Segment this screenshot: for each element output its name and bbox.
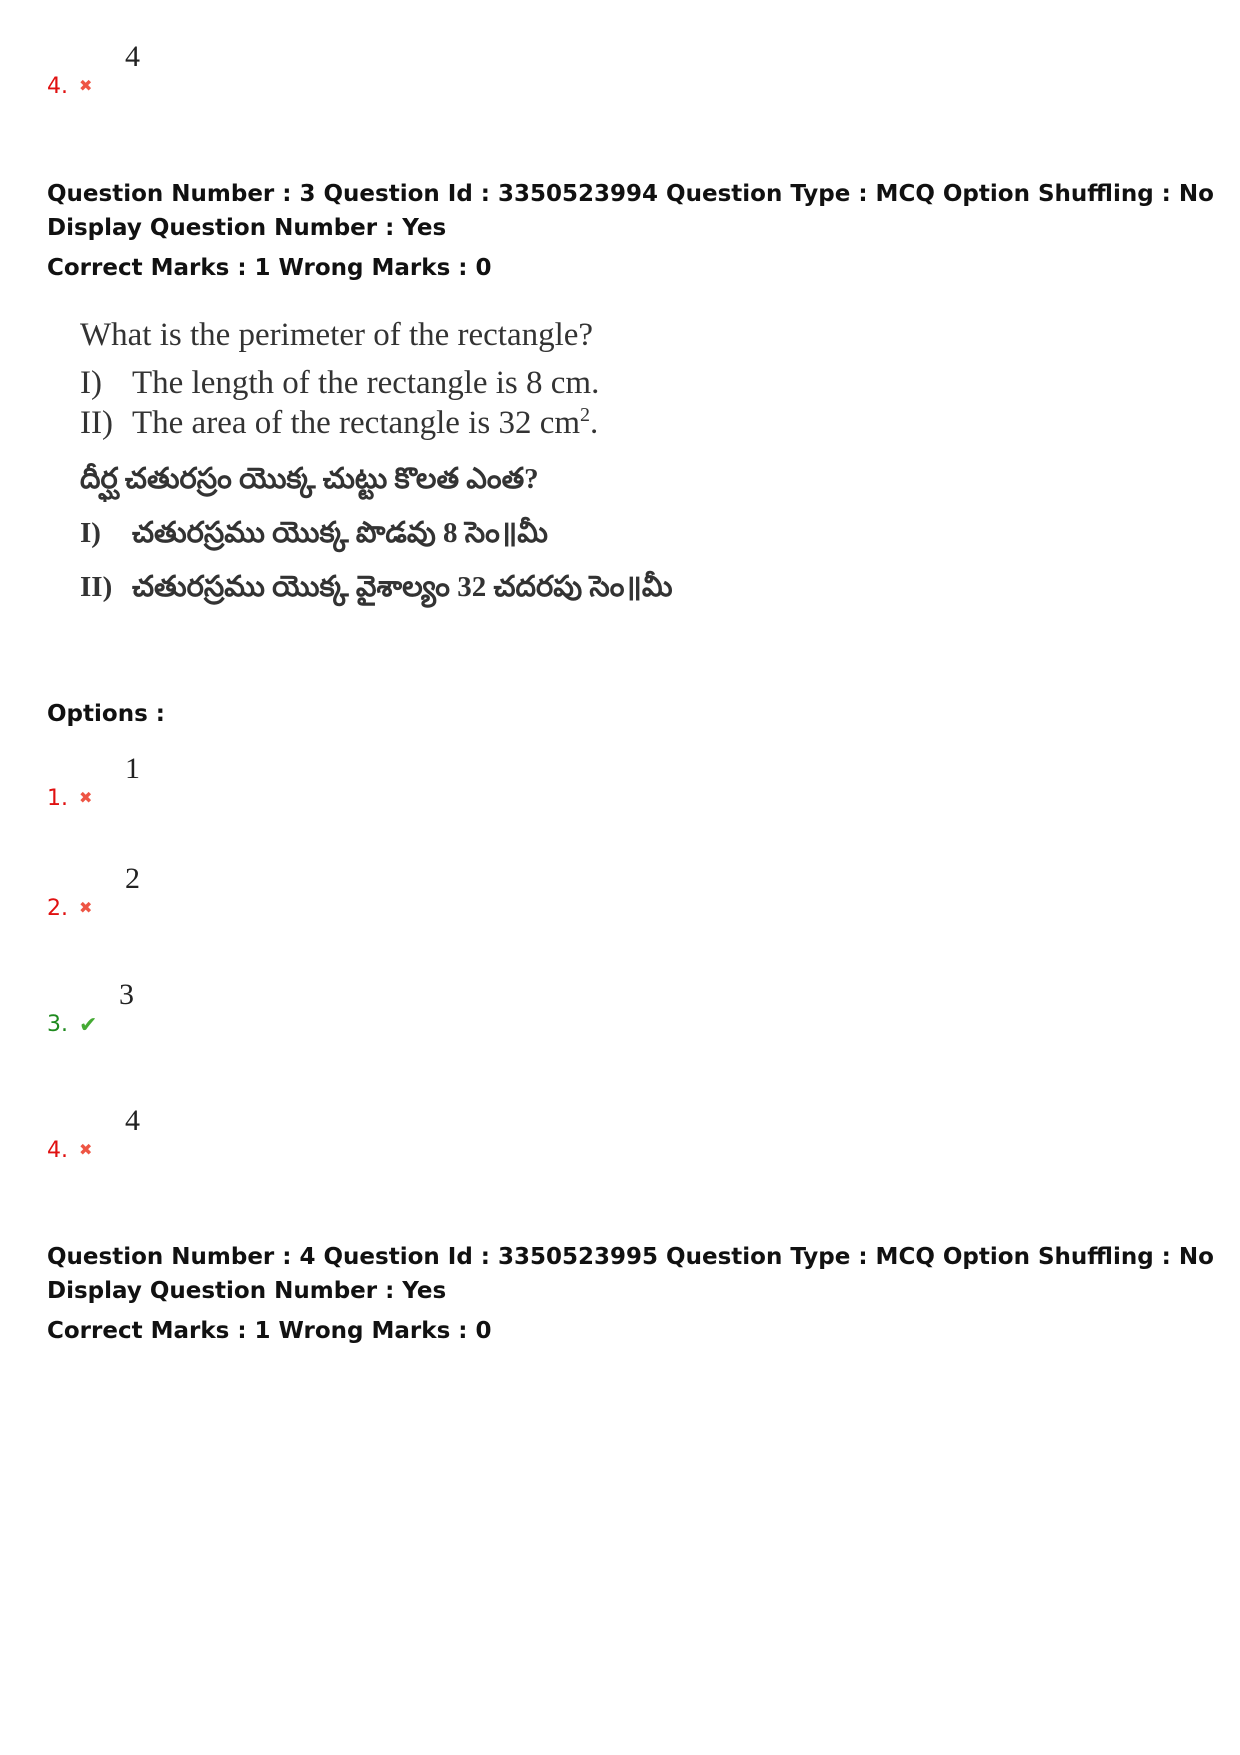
question-text-te: దీర్ఘ చతురస్రం యొక్క చుట్టు కొలత ఎంత? — [80, 463, 539, 495]
q3-meta-line2: Display Question Number : Yes — [47, 215, 447, 241]
statement-prefix: II) — [80, 571, 113, 603]
statement-text: చతురస్రము యొక్క పొడవు 8 సెం॥మీ — [132, 517, 548, 549]
statement-prefix: I) — [80, 517, 101, 549]
option-value: 4 — [125, 40, 140, 73]
q3-meta-line3: Correct Marks : 1 Wrong Marks : 0 — [47, 255, 492, 281]
option-2 — [47, 862, 347, 922]
cross-icon: ✖ — [79, 76, 93, 95]
option-value: 3 — [119, 978, 134, 1011]
options-label: Options : — [47, 701, 165, 727]
statement-end: . — [590, 405, 599, 441]
q4-meta-line3: Correct Marks : 1 Wrong Marks : 0 — [47, 1318, 492, 1344]
option-1 — [47, 752, 347, 812]
superscript: 2 — [580, 404, 591, 426]
prev-option-4 — [47, 40, 347, 100]
statement-prefix: II) — [80, 405, 113, 441]
q4-meta-line1: Question Number : 4 Question Id : 3350523995 Question Type : MCQ Option Shuffling : No — [47, 1244, 1214, 1270]
statement-2-en — [80, 403, 780, 443]
q3-question-body — [80, 315, 780, 607]
option-number: 3. — [47, 1012, 68, 1037]
option-number: 2. — [47, 896, 68, 921]
statement-text: The length of the rectangle is 8 cm. — [132, 365, 600, 401]
cross-icon: ✖ — [79, 1140, 93, 1159]
option-number: 4. — [47, 74, 68, 99]
statement-prefix: I) — [80, 365, 102, 401]
q3-meta-line1: Question Number : 3 Question Id : 3350523994 Question Type : MCQ Option Shuffling : No — [47, 181, 1214, 207]
statement-2-te — [80, 567, 780, 607]
statement-1-en — [80, 363, 780, 403]
check-icon: ✔ — [79, 1013, 98, 1038]
option-value: 4 — [125, 1104, 140, 1137]
statement-text: The area of the rectangle is 32 cm — [132, 405, 581, 441]
option-number: 1. — [47, 786, 68, 811]
statement-1-te — [80, 513, 780, 553]
option-4 — [47, 1104, 347, 1164]
statement-text: చతురస్రము యొక్క వైశాల్యం 32 చదరపు సెం॥మీ — [132, 571, 673, 603]
q4-meta-line2: Display Question Number : Yes — [47, 1278, 447, 1304]
option-number: 4. — [47, 1138, 68, 1163]
question-text-en: What is the perimeter of the rectangle? — [80, 317, 594, 353]
option-value: 2 — [125, 862, 140, 895]
option-value: 1 — [125, 752, 140, 785]
cross-icon: ✖ — [79, 788, 93, 807]
option-3 — [47, 978, 347, 1038]
cross-icon: ✖ — [79, 898, 93, 917]
